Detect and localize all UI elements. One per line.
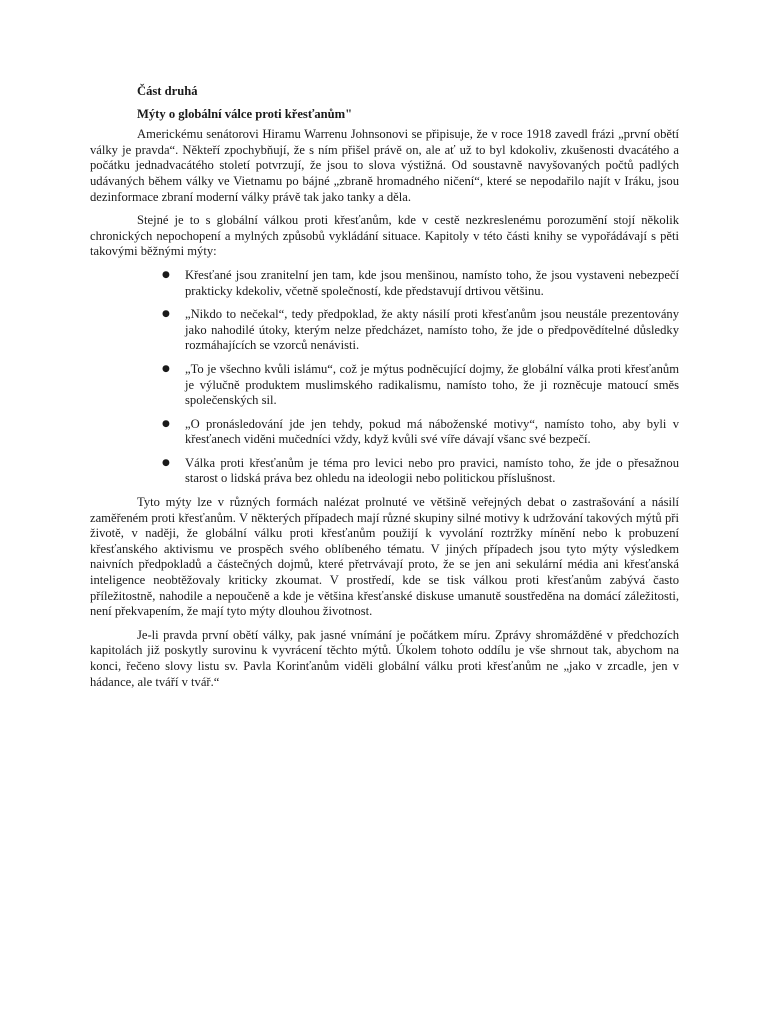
bullet-icon: ● [162, 457, 170, 468]
myth-text: Válka proti křesťanům je téma pro levici nebo pro pravici, namísto toho, že jde o přesažnou starost o lidská práva bez ohledu na ideologii nebo politickou příslušnost. [185, 455, 679, 486]
myth-text: „To je všechno kvůli islámu“, což je mýtus podněcující dojmy, že globální válka proti křesťanům je výlučně produktem muslimského radikalismu, namísto toho, že ji rozněcuje matoucí směs společenských sil. [185, 361, 679, 408]
part-title: Část druhá [137, 84, 198, 98]
myth-text: Křesťané jsou zranitelní jen tam, kde jsou menšinou, namísto toho, že jsou vystaveni nebezpečí prakticky kdekoliv, včetně společností, kde představují drtivou většinu. [185, 267, 679, 298]
paragraph-conclusion: Je-li pravda první obětí války, pak jasné vnímání je počátkem míru. Zprávy shromážděné v předchozích kapitolách již poskytly surovinu k vyvrácení těchto mýtů. Úkolem tohoto oddílu je vše shrnout tak, abychom na konci, řečeno slovy listu sv. Pavla Korinťanům viděli globální válku proti křesťanům ne „jako v zrcadle, jen v hádance, ale tváří v tvář.“ [90, 627, 679, 689]
myth-text: „O pronásledování jde jen tehdy, pokud má náboženské motivy“, namísto toho, aby byli v křesťanech viděni mučedníci vždy, když kvůli své víře dávají všanc své bezpečí. [185, 416, 679, 447]
list-item [90, 362, 679, 409]
list-item [90, 307, 679, 354]
myth-text: „Nikdo to nečekal“, tedy předpoklad, že akty násilí proti křesťanům jsou neustále prezentovány jako nahodilé útoky, kterým nelze předcházet, namísto toho, že jde o předpovědítelné důsledky rozmáhajících se vzorců nenávisti. [185, 307, 679, 353]
myths-list [90, 268, 679, 487]
chapter-title: Mýty o globální válce proti křesťanům" [137, 106, 353, 121]
paragraph-intro: Americkému senátorovi Hiramu Warrenu Johnsonovi se připisuje, že v roce 1918 zavedl frázi „první obětí války je pravda“. Někteří zpochybňují, že s ním přišel právě on, ale ať už to byl kdokoliv, zkušenosti dvacátého a počátku jednadvacátého století potvrzují, že jsou to slova výstižná. Od soustavně navyšovaných počtů padlých udávaných během války ve Vietnamu po bájné „zbraně hromadného ničení“, které se nepodařilo najít v Iráku, jsou dezinformace zbraní moderní války právě tak jako tanky a děla. [90, 127, 679, 204]
list-item [90, 268, 679, 299]
bullet-icon: ● [162, 363, 170, 374]
bullet-icon: ● [162, 418, 170, 429]
paragraph-myths-discussion: Tyto mýty lze v různých formách nalézat prolnuté ve většině veřejných debat o zastrašování a násilí zaměřeném proti křesťanům. V některých případech mají různé skupiny silné motivy k udržování takových mýtů při životě, v naději, že globální válku proti křesťanům použijí k vyvolání roztržky mínění nebo k probuzení křesťanského aktivismu ve prospěch svého oblíbeného tématu. V jiných případech jsou tyto mýty výsledkem naivních předpokladů a částečných dojmů, které přetrvávají proto, že se jen ani sekulární média ani křesťanská inteligence neobtěžovaly kriticky zkoumat. V prostředí, kde se tisk válkou proti křesťanům zabývá často příležitostně, nahodile a nepoučeně a kde je většina křesťanské diskuse umanutě soustředěna na domácí záležitosti, není překvapením, že mají tyto mýty dlouhou životnost. [90, 495, 679, 619]
paragraph-myths-lead: Stejné je to s globální válkou proti křesťanům, kde v cestě nezkreslenému porozumění stojí několik chronických nepochopení a mylných způsobů vykládání situace. Kapitoly v této části knihy se vypořádávají s pěti takovými běžnými mýty: [90, 213, 679, 259]
bullet-icon: ● [162, 309, 170, 320]
bullet-icon: ● [162, 269, 170, 280]
list-item [90, 417, 679, 448]
document-page [90, 84, 679, 698]
list-item [90, 456, 679, 487]
